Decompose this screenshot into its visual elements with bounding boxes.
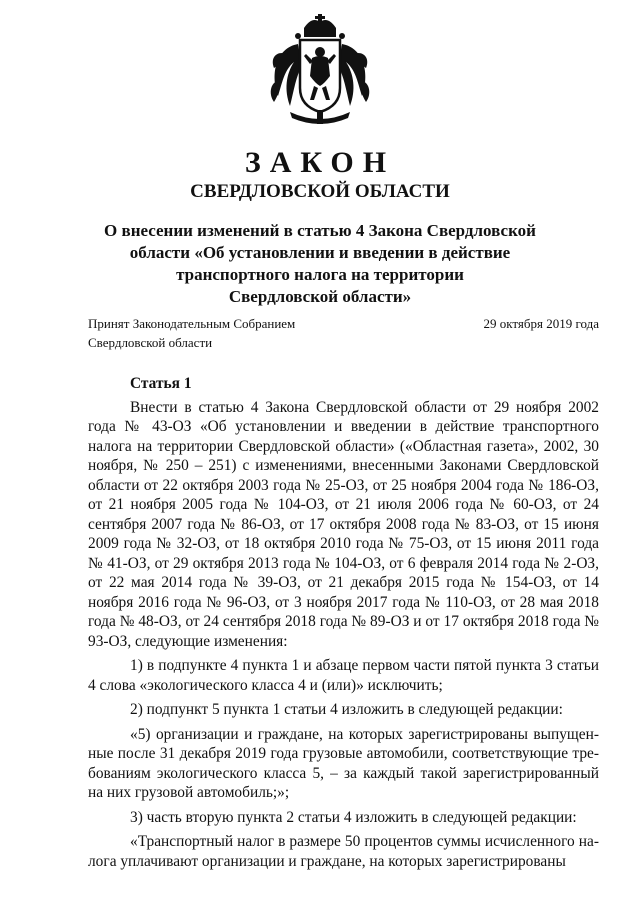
article-paragraph: «Транспортный налог в размере 50 процентов суммы исчисленного налога уплачивают организации и граждане, на которых зарегистрированы — [88, 833, 599, 870]
adopted-by — [88, 314, 295, 352]
coat-of-arms-icon — [268, 14, 372, 126]
article-paragraph: 1) в подпункте 4 пункта 1 и абзаце первом части пятой пункта 3 статьи 4 слова «экологического класса 4 и (или)» исключить; — [88, 657, 599, 694]
law-title: ЗАКОН — [244, 146, 396, 179]
article-paragraph: 2) подпункт 5 пункта 1 статьи 4 изложить в следующей редакции: — [130, 701, 563, 718]
subject-line: транспортного налога на территории — [176, 265, 464, 284]
law-body — [88, 374, 599, 876]
law-subject — [100, 220, 540, 308]
subject-line: О внесении изменений в статью 4 Закона Свердловской — [104, 221, 536, 240]
subject-line: области «Об установлении и введении в действие — [129, 243, 511, 262]
adoption-date: 29 октября 2019 года — [483, 316, 599, 331]
article-title: Статья 1 — [130, 375, 192, 392]
article-paragraph: 3) часть вторую пункта 2 статьи 4 изложить в следующей редакции: — [130, 808, 577, 826]
subject-line: Свердловской области» — [228, 287, 412, 306]
article-paragraph: Внести в статью 4 Закона Свердловской области от 29 ноября 2002 года № 43-ОЗ «Об установлении и введении в действие транспортного налога на территории Свердловской области» («Областная газета», 2002, 30 ноября, № 250 – 251) с изменениями, внесенными Законами Свердловской области от 22 октября 2003 года № 25-ОЗ, от 25 ноября 2004 года № 186-ОЗ, от 21 ноября 2005 года № 104-ОЗ, от 21 июля 2006 года № 60-ОЗ, от 24 сентября 2007 года № 86-ОЗ, от 17 октября 2008 года № 83-ОЗ, от 15 июня 2009 года № 32-ОЗ, от 18 октября 2010 года № 75-ОЗ, от 15 июня 2011 года № 41-ОЗ, от 29 октября 2013 года № 104-ОЗ, от 6 февраля 2014 года № 2-ОЗ, от 22 мая 2014 года № 39-ОЗ, от 21 декабря 2015 года № 154-ОЗ, от 14 ноября 2016 года № 96-ОЗ, от 3 ноября 2017 года № 110-ОЗ, от 28 мая 2018 года № 48-ОЗ, от 24 сентября 2018 года № 89-ОЗ и от 17 октября 2018 года № 93-ОЗ, следующие изменения: — [88, 398, 599, 650]
adopted-by-line: Принят Законодательным Собранием — [88, 316, 296, 331]
region-title: СВЕРДЛОВСКОЙ ОБЛАСТИ — [190, 181, 450, 202]
article-paragraph: «5) организации и граждане, на которых зарегистрированы выпущенные после 31 декабря 2019 года грузовые автомобили, соответствующие требованиям экологического класса 5, – за каждый такой зарегистрированный на них грузовой автомобиль;»; — [88, 725, 599, 801]
adopted-by-line: Свердловской области — [88, 335, 213, 350]
